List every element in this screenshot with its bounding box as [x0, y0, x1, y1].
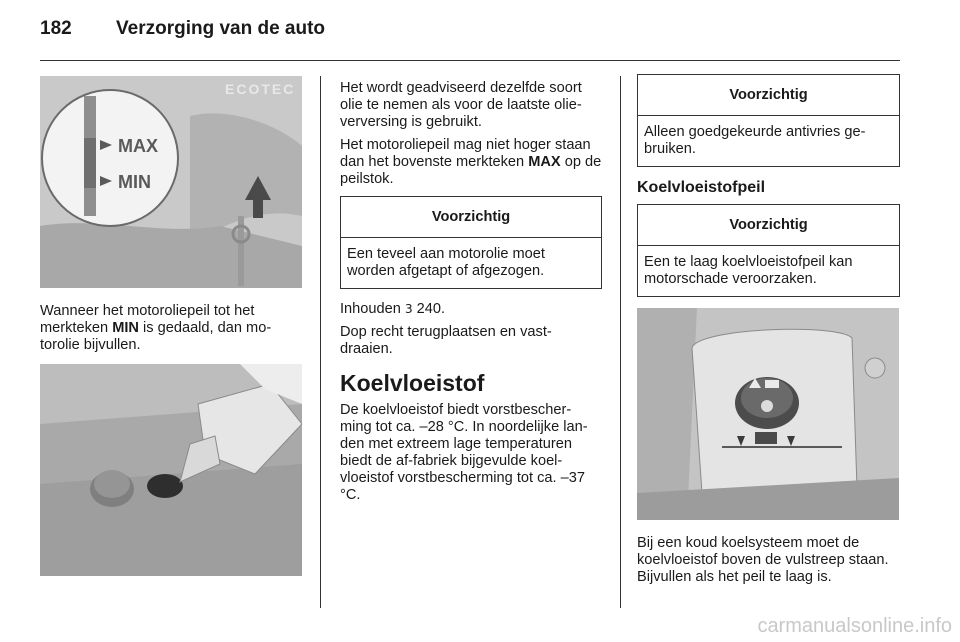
- magnifier-circle: [42, 90, 178, 226]
- caution-title: Voorzichtig: [341, 197, 601, 238]
- column-1-text: [40, 303, 305, 360]
- section-title-coolant: Koelvloeistof: [340, 370, 485, 396]
- oil-advice-paragraph: Het wordt geadviseerd dezelfde soort olie te nemen als voor de laatste olie-verversing is gebruikt.: [340, 80, 582, 130]
- fill-line-marker: [722, 446, 842, 448]
- coolant-level-paragraph: Bij een koud koelsysteem moet de koelvloeistof boven de vulstreep staan. Bijvullen als het peil te laag is.: [637, 535, 889, 585]
- capacities-reference: Inhouden 3 240.: [340, 301, 446, 317]
- column-3: [637, 74, 900, 309]
- caution-title: Voorzichtig: [638, 205, 899, 246]
- caution-text: Een te laag koelvloeistofpeil kan motorschade veroorzaken.: [644, 254, 853, 287]
- caution-box-oil: [340, 196, 602, 289]
- max-label: MAX: [118, 136, 158, 156]
- page-header: [40, 18, 920, 48]
- caution-box-coolant-level: [637, 204, 900, 297]
- engine-logo-text: ECOTEC: [225, 81, 296, 97]
- coolant-level-text: [637, 535, 902, 592]
- max-paragraph: Het motoroliepeil mag niet hoger staan dan het bovenste merkteken MAX op de peilstok.: [340, 137, 602, 187]
- page-title: Verzorging van de auto: [116, 18, 326, 39]
- subsection-title-coolant-level: Koelvloeistofpeil: [637, 179, 766, 196]
- oil-fill-figure: [40, 364, 302, 576]
- watermark: carmanualsonline.info: [757, 615, 952, 637]
- column-divider-2: [620, 76, 621, 608]
- cap-paragraph: Dop recht terugplaatsen en vast-draaien.: [340, 324, 552, 357]
- caution-title: Voorzichtig: [638, 75, 899, 116]
- coolant-paragraph: De koelvloeistof biedt vorstbescher-ming tot ca. –28 °C. In noordelijke lan-den met extreem lage temperaturen biedt de af-fabriek bijgevulde koel-vloeistof vorstbescherming tot ca. –37 °C.: [340, 402, 588, 503]
- header-rule: [40, 60, 900, 61]
- manual-icon: [765, 380, 779, 388]
- min-label: MIN: [118, 172, 151, 192]
- page-reference-icon: 3: [404, 302, 413, 316]
- dipstick-figure: [40, 76, 302, 288]
- page-number: 182: [40, 18, 72, 39]
- coolant-symbol-icon: [755, 432, 777, 444]
- column-divider-1: [320, 76, 321, 608]
- caution-text: Een teveel aan motorolie moet worden afgetapt of afgezogen.: [347, 246, 545, 279]
- min-paragraph: Wanneer het motoroliepeil tot het merkteken MIN is gedaald, dan mo-torolie bijvullen.: [40, 303, 272, 353]
- coolant-reservoir-figure: [637, 308, 899, 520]
- caution-box-antifreeze: [637, 74, 900, 167]
- column-2: [340, 80, 602, 510]
- caution-text: Alleen goedgekeurde antivries ge-bruiken.: [644, 124, 866, 157]
